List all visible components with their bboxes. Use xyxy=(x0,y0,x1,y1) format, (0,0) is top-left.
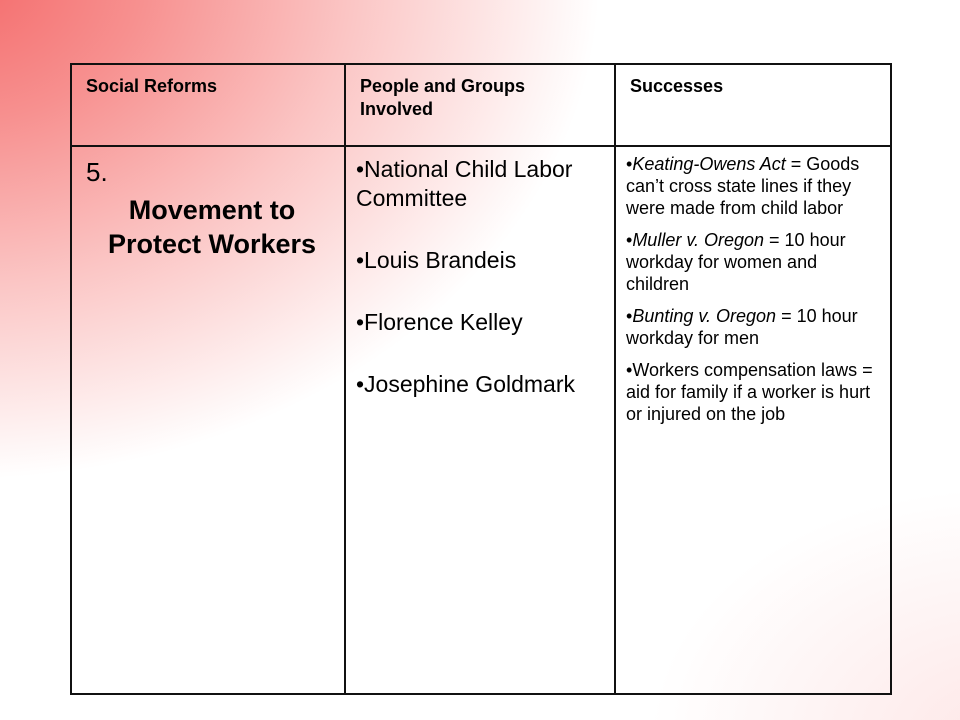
success-item xyxy=(626,359,880,425)
success-item xyxy=(626,305,880,349)
people-list xyxy=(356,155,604,399)
successes-list xyxy=(626,153,880,425)
people-item: •Florence Kelley xyxy=(356,309,523,335)
table-header-row xyxy=(71,64,891,146)
people-item: •Josephine Goldmark xyxy=(356,371,575,397)
success-description: = Goods can’t cross state lines if they were made from child labor xyxy=(626,154,860,218)
reform-number: 5. xyxy=(86,157,108,187)
header-social-reforms: Social Reforms xyxy=(71,64,345,146)
people-item: •National Child Labor Committee xyxy=(356,156,573,211)
people-cell xyxy=(345,146,615,694)
success-bullet: • xyxy=(626,154,633,174)
success-item xyxy=(626,229,880,295)
success-description: = 10 hour workday for men xyxy=(626,306,858,348)
success-case-name: Keating-Owens Act xyxy=(632,154,786,174)
successes-cell xyxy=(615,146,891,694)
reform-title: Movement to Protect Workers xyxy=(107,195,317,259)
reform-cell xyxy=(71,146,345,694)
success-bullet: • xyxy=(626,306,633,326)
people-item: •Louis Brandeis xyxy=(356,247,517,273)
success-case-name: Muller v. Oregon xyxy=(632,230,765,250)
success-bullet: • xyxy=(626,360,633,380)
header-successes: Successes xyxy=(615,64,891,146)
table-row xyxy=(71,146,891,694)
success-description: Workers compensation laws = aid for family if a worker is hurt or injured on the job xyxy=(626,360,873,424)
header-people-and-groups: People and Groups Involved xyxy=(345,64,615,146)
success-bullet: • xyxy=(626,230,633,250)
reforms-table xyxy=(70,63,892,695)
success-case-name: Bunting v. Oregon xyxy=(632,306,777,326)
success-description: = 10 hour workday for women and children xyxy=(626,230,846,294)
success-item xyxy=(626,153,880,219)
